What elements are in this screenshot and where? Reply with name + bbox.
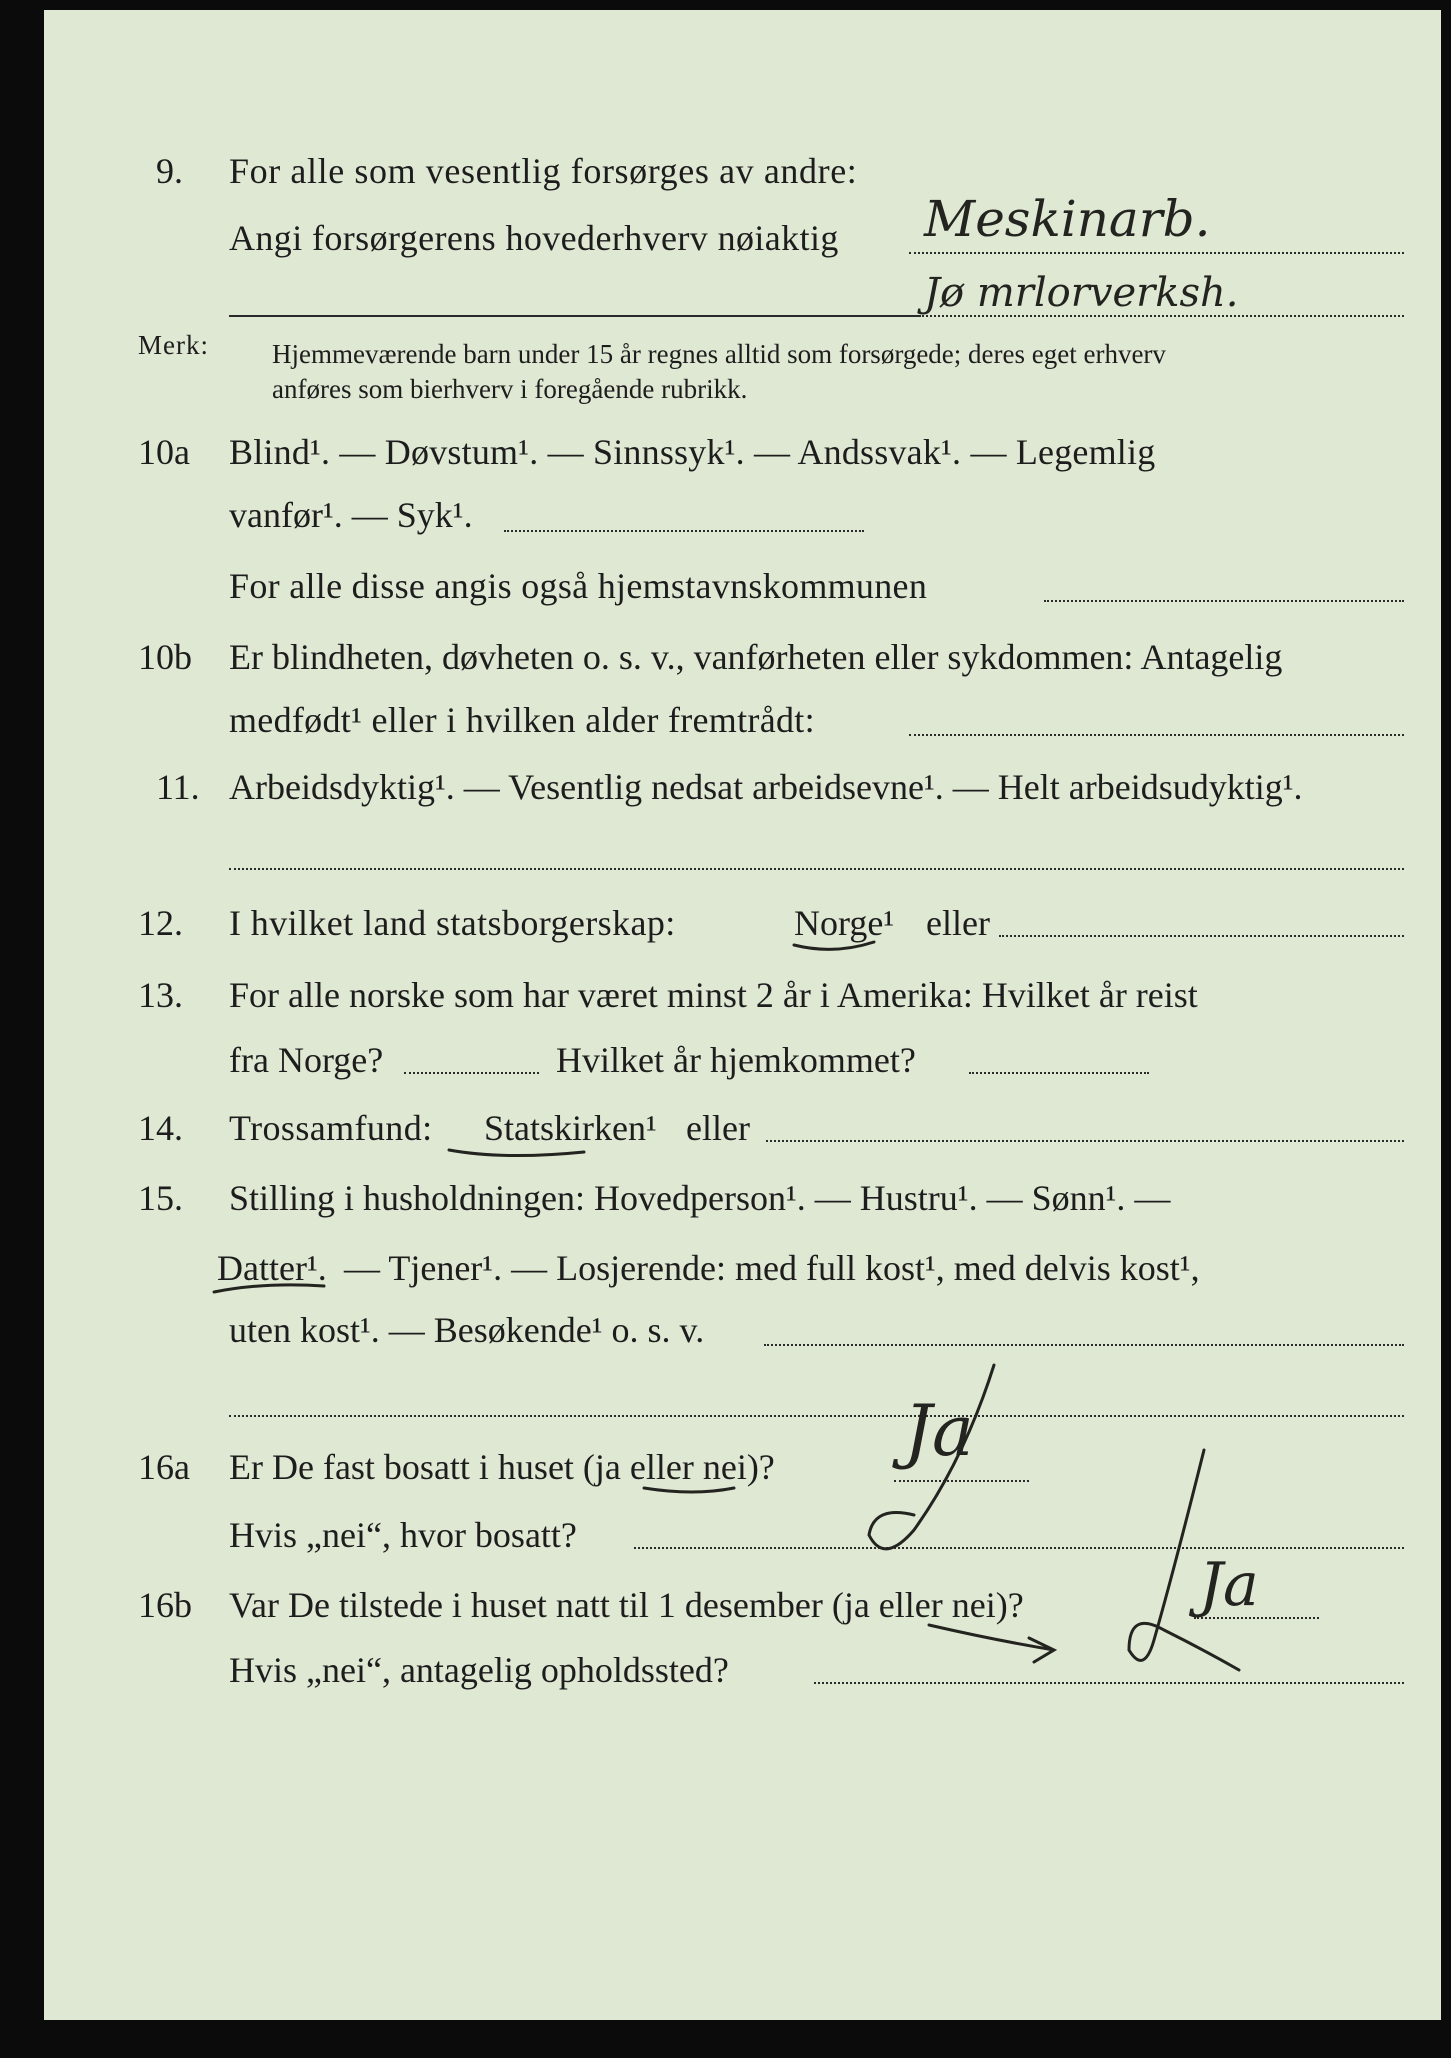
arrow-mark (929, 1625, 1054, 1662)
q11-text-line1: Arbeidsdyktig¹. — Vesentlig nedsat arbeidsevne¹. — Helt arbeidsudyktig¹. (229, 767, 1303, 807)
q15-number: 15. (138, 1178, 183, 1218)
q14-suffix: eller (686, 1108, 750, 1148)
q16b-text-line2: Hvis „nei“, antagelig opholdssted? (229, 1650, 729, 1690)
ja-large-stroke-2 (1129, 1450, 1239, 1670)
q9-number: 9. (156, 151, 183, 191)
q14-text: Trossamfund: (229, 1108, 433, 1148)
merk-note-line2: anføres som bierhverv i foregående rubrikk. (272, 374, 748, 404)
q16b-text-line1: Var De tilstede i huset natt til 1 desember (ja eller nei)? (229, 1585, 1024, 1625)
q13-text-line1: For alle norske som har været minst 2 år i Amerika: Hvilket år reist (229, 975, 1198, 1015)
q10a-number: 10a (138, 432, 190, 472)
q12-number: 12. (138, 903, 183, 943)
q16a-text-line2: Hvis „nei“, hvor bosatt? (229, 1515, 577, 1555)
q12-option-norge[interactable]: Norge¹ (794, 903, 895, 943)
ja-large-stroke-1 (869, 1365, 994, 1549)
q12-suffix: eller (926, 903, 990, 943)
q12-text: I hvilket land statsborgerskap: (229, 903, 676, 943)
ja-underline (644, 1488, 734, 1492)
merk-label: Merk: (138, 330, 209, 360)
q15-text-line3: uten kost¹. — Besøkende¹ o. s. v. (229, 1310, 705, 1350)
q13-text-line2b: Hvilket år hjemkommet? (556, 1040, 916, 1080)
q11-number: 11. (156, 767, 200, 807)
q9-text-line2: Angi forsørgerens hovederhverv nøiaktig (229, 218, 839, 258)
q10b-number: 10b (138, 637, 192, 677)
q16a-number: 16a (138, 1447, 190, 1487)
statskirken-underline (449, 1150, 584, 1156)
q14-number: 14. (138, 1108, 183, 1148)
norge-underline (794, 942, 874, 949)
q15-option-datter[interactable]: Datter¹. (217, 1248, 327, 1288)
q16b-handwritten-answer: Ja (1199, 1550, 1259, 1620)
q13-text-line2a: fra Norge? (229, 1040, 384, 1080)
q16b-number: 16b (138, 1585, 192, 1625)
q10a-text-line1: Blind¹. — Døvstum¹. — Sinnssyk¹. — Andssvak¹. — Legemlig (229, 432, 1156, 472)
q16a-handwritten-answer: Ja (904, 1390, 974, 1472)
q10a-text-line3: For alle disse angis også hjemstavnskommunen (229, 566, 928, 606)
q15-text-line1: Stilling i husholdningen: Hovedperson¹. — Hustru¹. — Sønn¹. — (229, 1178, 1171, 1218)
datter-underline (214, 1285, 324, 1292)
q16a-text-line1: Er De fast bosatt i huset (ja eller nei)? (229, 1447, 775, 1487)
q10b-text-line1: Er blindheten, døvheten o. s. v., vanførheten eller sykdommen: Antagelig (229, 637, 1283, 677)
merk-note-line1: Hjemmeværende barn under 15 år regnes alltid som forsørgede; deres eget erhverv (272, 339, 1166, 369)
q13-number: 13. (138, 975, 183, 1015)
handwriting-strokes (44, 10, 1451, 2058)
q15-text-line2: — Tjener¹. — Losjerende: med full kost¹, med delvis kost¹, (344, 1248, 1200, 1288)
q9-handwritten-answer1: Meskinarb. (924, 190, 1211, 248)
q10b-text-line2: medfødt¹ eller i hvilken alder fremtrådt: (229, 700, 815, 740)
q9-text-line1: For alle som vesentlig forsørges av andre: (229, 151, 858, 191)
q10a-text-line2: vanfør¹. — Syk¹. (229, 495, 473, 535)
q9-handwritten-answer2: Jø mrlorverksh. (924, 270, 1239, 316)
q14-option-statskirken[interactable]: Statskirken¹ (484, 1108, 657, 1148)
